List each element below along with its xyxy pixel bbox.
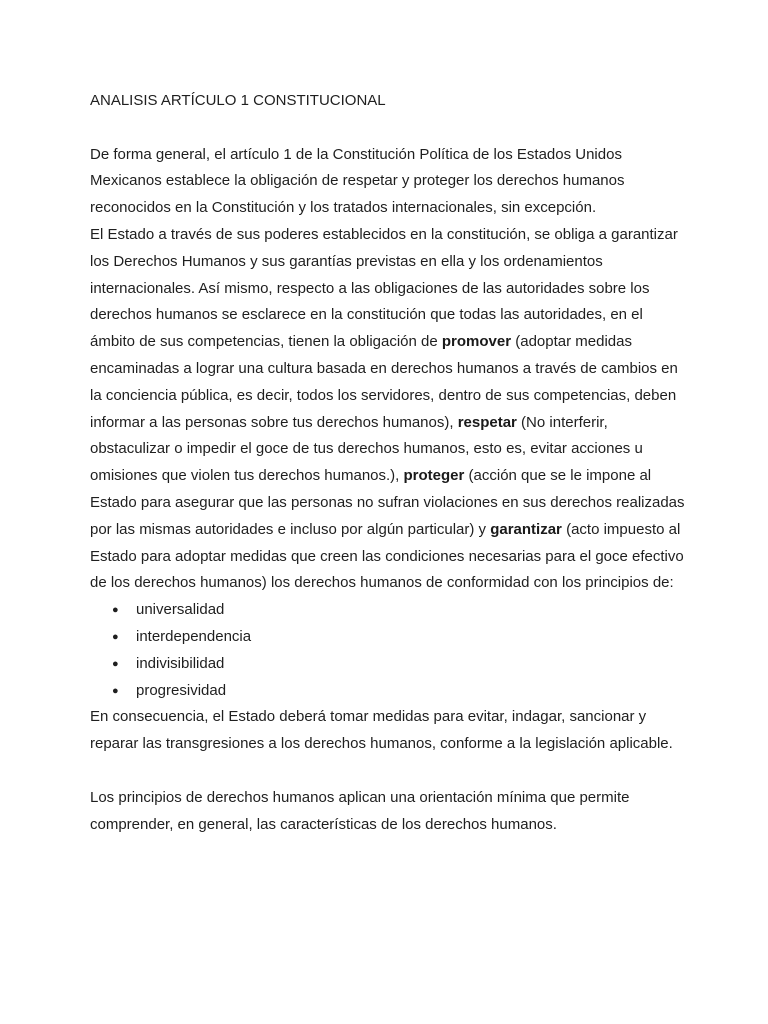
principle-label: interdependencia bbox=[136, 627, 252, 645]
list-item bbox=[112, 624, 690, 651]
list-item bbox=[112, 678, 690, 705]
principle-label: universalidad bbox=[136, 601, 225, 619]
principles-list bbox=[90, 597, 690, 704]
bullet-icon: ● bbox=[112, 630, 119, 643]
list-item bbox=[112, 597, 690, 624]
keyword-proteger: proteger bbox=[403, 467, 465, 485]
principle-label: indivisibilidad bbox=[136, 654, 225, 672]
paragraph-spacer bbox=[90, 758, 690, 785]
intro-paragraph: De forma general, el artículo 1 de la Constitución Política de los Estados Unidos Mexicanos establece la obligación de respetar y proteger los derechos humanos reconocidos en la Constitución y los tratados internacionales, sin excepción. bbox=[90, 145, 625, 217]
obligations-text-4: (acción que se le impone al Estado para asegurar que las personas no sufran violaciones en sus derechos realizadas por las mismas autoridades e incluso por algún particular) y bbox=[90, 467, 685, 538]
bullet-icon: ● bbox=[112, 657, 119, 670]
obligations-text-5: (acto impuesto al Estado para adoptar medidas que creen las condiciones necesarias para el goce efectivo de los derechos humanos) los derechos humanos de conformidad con los principios de: bbox=[90, 520, 684, 592]
bullet-icon: ● bbox=[112, 604, 119, 617]
closing-paragraph: Los principios de derechos humanos aplican una orientación mínima que permite comprender, en general, las características de los derechos humanos. bbox=[90, 788, 630, 833]
keyword-respetar: respetar bbox=[457, 413, 517, 431]
principle-label: progresividad bbox=[136, 681, 227, 699]
obligations-text-1: El Estado a través de sus poderes establecidos en la constitución, se obliga a garantizar los Derechos Humanos y sus garantías previstas en ella y los ordenamientos internacionales. Así mismo, respecto a las obligaciones de las autoridades sobre los derechos humanos se esclarece en la constitución que todas las autoridades, en el ámbito de sus competencias, tienen la obligación de bbox=[90, 225, 678, 351]
consequence-paragraph: En consecuencia, el Estado deberá tomar medidas para evitar, indagar, sancionar y reparar las transgresiones a los derechos humanos, conforme a la legislación aplicable. bbox=[90, 708, 673, 753]
obligations-text-3: (No interferir, obstaculizar o impedir el goce de tus derechos humanos, esto es, evitar acciones u omisiones que violen tus derechos humanos.), bbox=[90, 413, 643, 485]
list-item bbox=[112, 651, 690, 678]
document-title: ANALISIS ARTÍCULO 1 CONSTITUCIONAL bbox=[90, 92, 386, 109]
obligations-paragraph bbox=[90, 222, 690, 597]
keyword-promover: promover bbox=[441, 333, 512, 351]
keyword-garantizar: garantizar bbox=[490, 520, 562, 538]
document-page bbox=[90, 88, 690, 838]
obligations-text-2: (adoptar medidas encaminadas a lograr una cultura basada en derechos humanos a través de cambios en la conciencia pública, es decir, todos los servidores, dentro de sus competencias, deben informar a las personas sobre tus derechos humanos), bbox=[90, 333, 678, 431]
bullet-icon: ● bbox=[112, 684, 119, 697]
